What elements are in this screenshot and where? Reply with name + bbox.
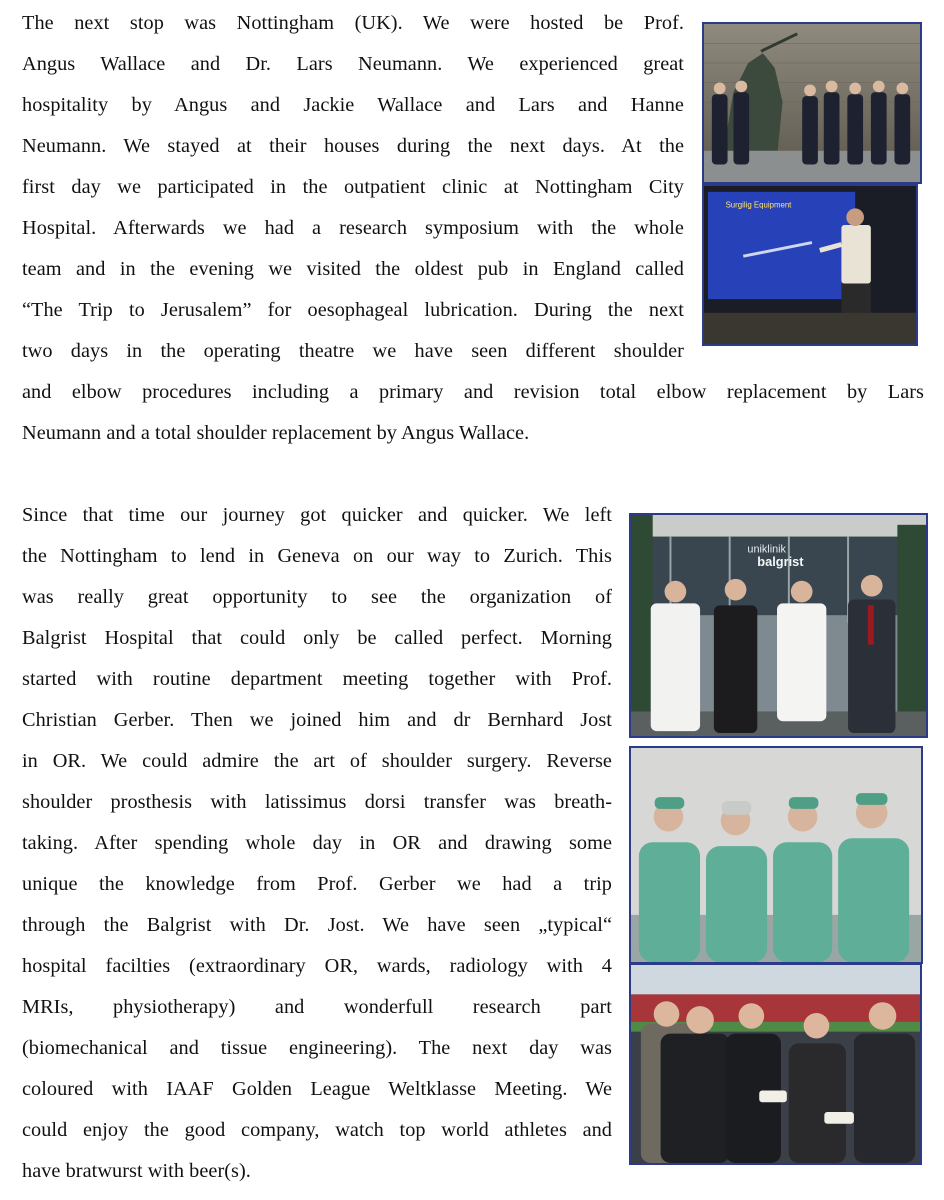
text-line: first day we participated in the outpatient clinic at Nottingham City: [22, 176, 684, 198]
sign-line1: uniklinik: [747, 543, 786, 556]
paragraph-nottingham-continued: [22, 372, 924, 454]
paragraph-nottingham: [22, 3, 684, 372]
text-line: The next stop was Nottingham (UK). We were hosted be Prof.: [22, 12, 684, 34]
text-line: Balgrist Hospital that could only be called perfect. Morning: [22, 627, 612, 649]
photo-stadium: [629, 963, 922, 1165]
text-line: two days in the operating theatre we have seen different shoulder: [22, 340, 684, 362]
text-line: team and in the evening we visited the oldest pub in England called: [22, 258, 684, 280]
paragraph-zurich: [22, 495, 612, 1192]
text-line: have bratwurst with beer(s).: [22, 1160, 251, 1182]
text-line: hospital facilties (extraordinary OR, wards, radiology with 4: [22, 955, 612, 977]
text-line: Since that time our journey got quicker and quicker. We left: [22, 504, 612, 526]
text-line: through the Balgrist with Dr. Jost. We have seen „typical“: [22, 914, 612, 936]
text-line: Angus Wallace and Dr. Lars Neumann. We experienced great: [22, 53, 684, 75]
text-line: hospitality by Angus and Jackie Wallace and Lars and Hanne: [22, 94, 684, 116]
photo-presentation: [702, 184, 918, 346]
text-line: Christian Gerber. Then we joined him and dr Bernhard Jost: [22, 709, 612, 731]
text-line: Neumann. We stayed at their houses during the next days. At the: [22, 135, 684, 157]
photo-balgrist-entrance: [629, 513, 928, 738]
text-line: was really great opportunity to see the organization of: [22, 586, 612, 608]
text-line: the Nottingham to lend in Geneva on our way to Zurich. This: [22, 545, 612, 567]
text-line: and elbow procedures including a primary and revision total elbow replacement by Lars: [22, 381, 924, 403]
text-line: coloured with IAAF Golden League Weltklasse Meeting. We: [22, 1078, 612, 1100]
text-line: Hospital. Afterwards we had a research symposium with the whole: [22, 217, 684, 239]
slide-title: Surgilig Equipment: [725, 200, 792, 210]
text-line: shoulder prosthesis with latissimus dorsi transfer was breath-: [22, 791, 612, 813]
text-line: could enjoy the good company, watch top world athletes and: [22, 1119, 612, 1141]
text-line: taking. After spending whole day in OR and drawing some: [22, 832, 612, 854]
text-line: Neumann and a total shoulder replacement by Angus Wallace.: [22, 422, 530, 444]
photo-statue-group: [702, 22, 922, 184]
sign-line2: balgrist: [757, 554, 804, 570]
text-line: unique the knowledge from Prof. Gerber we had a trip: [22, 873, 612, 895]
text-line: started with routine department meeting together with Prof.: [22, 668, 612, 690]
photo-surgeons-scrubs: [629, 746, 923, 964]
text-line: in OR. We could admire the art of shoulder surgery. Reverse: [22, 750, 612, 772]
text-line: MRIs, physiotherapy) and wonderfull research part: [22, 996, 612, 1018]
text-line: (biomechanical and tissue engineering). The next day was: [22, 1037, 612, 1059]
text-line: “The Trip to Jerusalem” for oesophageal lubrication. During the next: [22, 299, 684, 321]
